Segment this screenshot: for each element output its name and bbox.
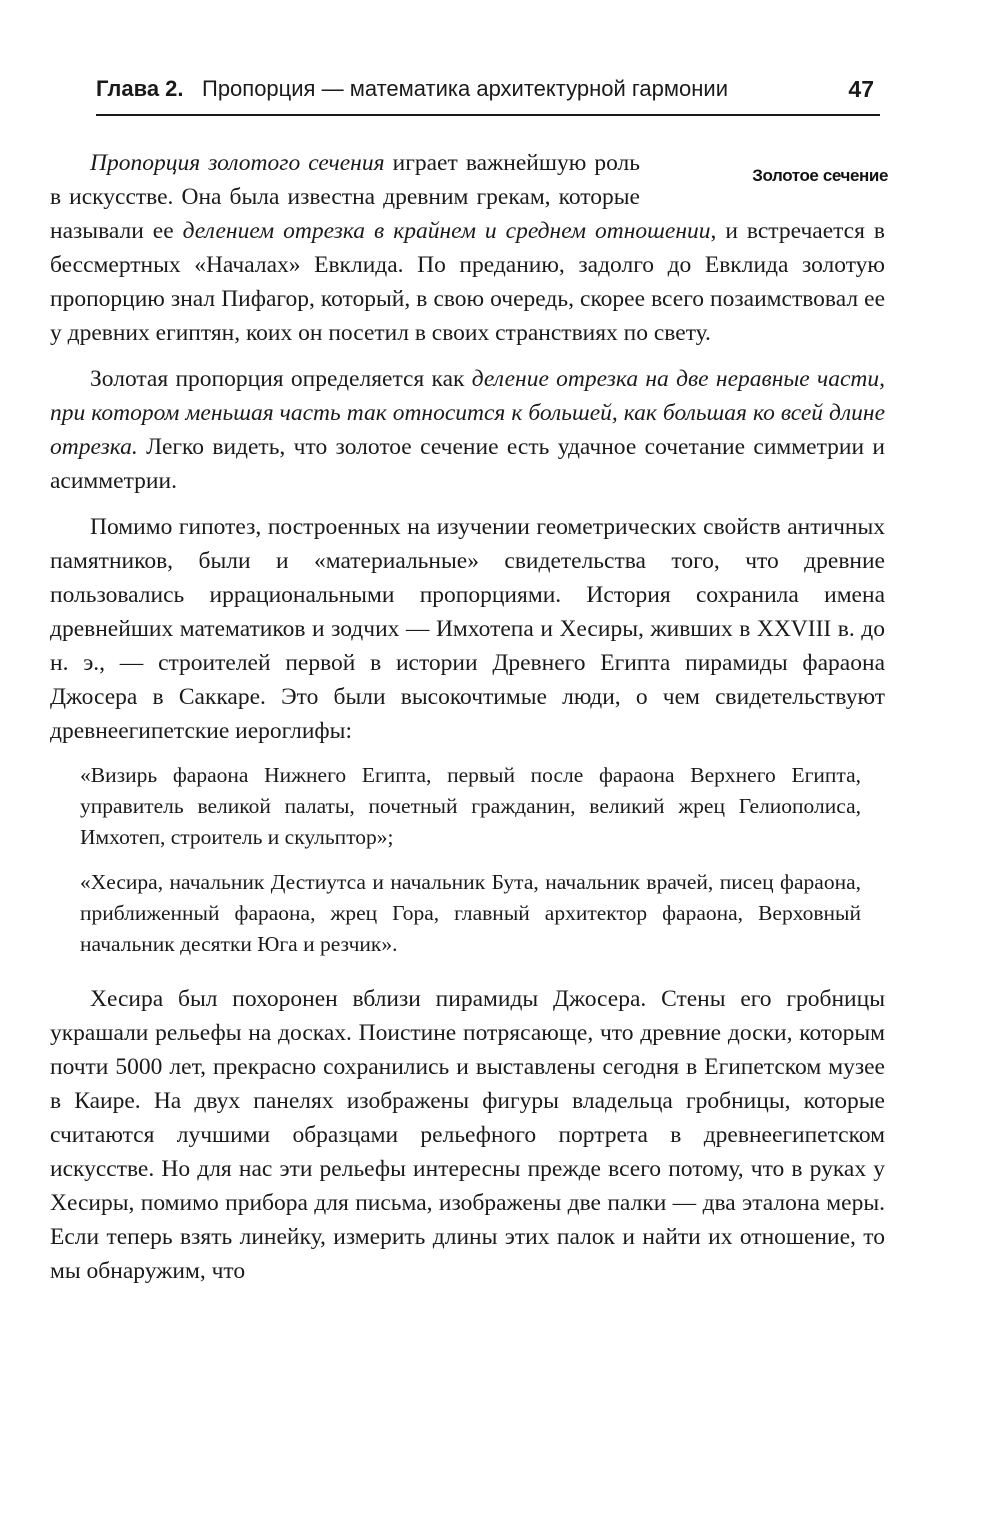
paragraph-text: , и встречается в бессмертных «Началах» Евклида. По преданию, задолго до Евклида золотую пропорцию знал Пифагор, который, в свою очередь, скорее всего позаимствовал ее у древних египтян, коих он посетил в своих странствиях по свету.: [50, 218, 885, 346]
page-number: 47: [848, 76, 874, 102]
term-golden-ratio: Пропорция золотого сечения: [90, 150, 385, 176]
quote-hesira: «Хесира, начальник Дестиутса и начальник Бута, начальник врачей, писец фараона, приближенный фараона, жрец Гора, главный архитектор фараона, Верховный начальник десятки Юга и резчик».: [80, 870, 861, 956]
chapter-label: Глава 2.: [96, 76, 184, 101]
body-text: [50, 146, 885, 1300]
margin-note: Золотое сечение: [752, 166, 888, 185]
quote-imhotep: «Визирь фараона Нижнего Египта, первый после фараона Верхнего Египта, управитель великой палаты, почетный гражданин, великий жрец Гелиополиса, Имхотеп, строитель и скульптор»;: [80, 763, 861, 849]
definition-emphasis: деление отрезка на две неравные части, при котором меньшая часть так относится к большей, как большая ко всей длине отрезка.: [50, 366, 885, 460]
paragraph-imhotep-hesira: Помимо гипотез, построенных на изучении геометрических свойств античных памятников, были и «материальные» свидетельства того, что древние пользовались иррациональными пропорциями. История сохранила имена древнейших математиков и зодчих — Имхотепа и Хесиры, живших в XXVIII в. до н. э., — строителей первой в истории Древнего Египта пирамиды фараона Джосера в Саккаре. Это были высокочтимые люди, о чем свидетельствуют древнеегипетские иероглифы:: [50, 514, 885, 744]
paragraph-text: Золотая пропорция определяется как: [90, 366, 472, 392]
term-extreme-mean-ratio: делением отрезка в крайнем и среднем отношении: [182, 218, 711, 244]
paragraph-hesira-tomb: Хесира был похоронен вблизи пирамиды Джосера. Стены его гробницы украшали рельефы на досках. Поистине потрясающе, что древние доски, которым почти 5000 лет, прекрасно сохранились и выставлены сегодня в Египетском музее в Каире. На двух панелях изображены фигуры владельца гробницы, которые считаются лучшими образцами рельефного портрета в древнеегипетском искусстве. Но для нас эти рельефы интересны прежде всего потому, что в руках у Хесиры, помимо прибора для письма, изображены две палки — два эталона меры. Если теперь взять линейку, измерить длины этих палок и найти их отношение, то мы обнаружим, что: [50, 986, 885, 1284]
paragraph-text: играет важнейшую роль в искусстве. Она была известна древним грекам, которые называли ее: [50, 150, 640, 244]
chapter-title: Пропорция — математика архитектурной гармонии: [202, 76, 728, 101]
paragraph-text: Легко видеть, что золотое сечение есть удачное сочетание симметрии и асимметрии.: [50, 434, 885, 494]
margin-note-spacer: [640, 146, 885, 210]
running-header: [96, 70, 880, 116]
paragraph-golden-ratio-definition: [50, 362, 885, 498]
